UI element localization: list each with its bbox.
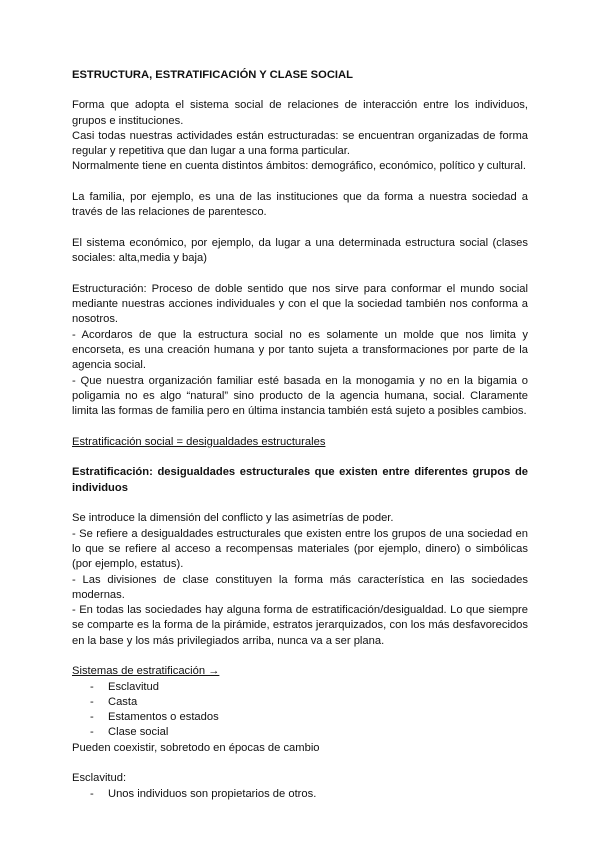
document-title: ESTRUCTURA, ESTRATIFICACIÓN Y CLASE SOCIAL xyxy=(72,69,353,81)
document-page xyxy=(72,68,528,802)
estructuracion-point-2: - Que nuestra organización familiar esté basada en la monogamia y no en la bigamia o poligamia no es algo “natural” sino producto de la agencia humana, social. Claramente limita las formas de familia pero en última instancia también está sujeto a posibles cambios. xyxy=(72,374,528,418)
list-item: - Casta xyxy=(90,695,528,710)
estratificacion-link: Estratificación social = desigualdades estructurales xyxy=(72,435,326,448)
sistemas-heading: Sistemas de estratificación → xyxy=(72,665,220,678)
estratificacion-intro: Se introduce la dimensión del conflicto y las asimetrías de poder. xyxy=(72,512,394,525)
intro-paragraph-1: Forma que adopta el sistema social de relaciones de interacción entre los individuos, grupos e instituciones. xyxy=(72,99,528,127)
esclavitud-heading: Esclavitud: xyxy=(72,772,127,785)
economico-paragraph: El sistema económico, por ejemplo, da lugar a una determinada estructura social (clases sociales: alta,media y baja) xyxy=(72,236,528,265)
estructuracion-point-1: - Acordaros de que la estructura social no es solamente un molde que nos limita y encorseta, es una creación humana y por tanto sujeta a transformaciones por parte de la agencia social. xyxy=(72,328,528,372)
esclavitud-list xyxy=(72,787,528,802)
estratificacion-point-1: - Se refiere a desigualdades estructurales que existen entre los grupos de una sociedad en lo que se refiere al acceso a recompensas materiales (por ejemplo, dinero) o simbólicas (por ejemplo, estatus). xyxy=(72,527,528,571)
familia-paragraph: La familia, por ejemplo, es una de las instituciones que da forma a nuestra sociedad a través de las relaciones de parentesco. xyxy=(72,191,528,219)
list-item: - Clase social xyxy=(90,725,528,740)
sistemas-note: Pueden coexistir, sobretodo en épocas de cambio xyxy=(72,741,320,754)
list-item: - Esclavitud xyxy=(90,680,528,695)
estratificacion-point-3: - En todas las sociedades hay alguna forma de estratificación/desigualdad. Lo que siempre se comparte es la forma de la pirámide, estratos jerarquizados, con los más desfavorecidos en la base y los más privilegiados arriba, nunca va a ser plana. xyxy=(72,604,528,647)
list-item: - Estamentos o estados xyxy=(90,710,528,725)
intro-paragraph-2: Casi todas nuestras actividades están estructuradas: se encuentran organizadas de forma regular y repetitiva que dan lugar a una forma particular. xyxy=(72,129,528,158)
list-item: - Unos individuos son propietarios de otros. xyxy=(90,787,528,802)
estratificacion-point-2: - Las divisiones de clase constituyen la forma más característica en las sociedades modernas. xyxy=(72,573,528,601)
estratificacion-heading: Estratificación: desigualdades estructurales que existen entre diferentes grupos de individuos xyxy=(72,466,528,494)
sistemas-list xyxy=(72,680,528,741)
estructuracion-definition: Estructuración: Proceso de doble sentido que nos sirve para conformar el mundo social mediante nuestras acciones individuales y con el que la sociedad también nos conforma a nosotros. xyxy=(72,282,528,326)
intro-paragraph-3: Normalmente tiene en cuenta distintos ámbitos: demográfico, económico, político y cultural. xyxy=(72,160,526,173)
